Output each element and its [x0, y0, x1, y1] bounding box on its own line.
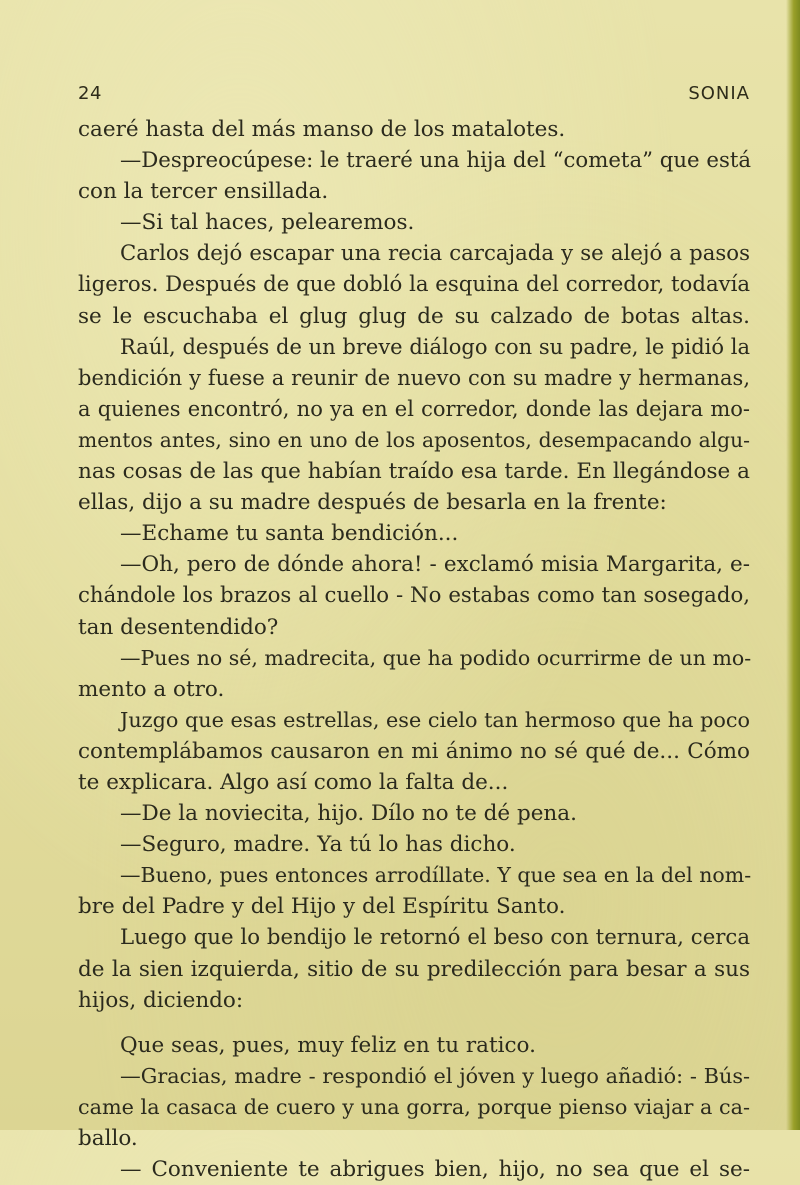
text-line: caeré hasta del más manso de los matalotes. — [78, 117, 566, 142]
page-number: 24 — [78, 83, 102, 104]
text-line: te explicara. Algo así como la falta de... — [78, 769, 509, 795]
text-line: ligeros. Después de que dobló la esquina del corredor, todavía — [78, 272, 751, 298]
text-line: —Despreocúpese: le traeré una hija del “cometa” que está — [120, 148, 752, 174]
text-line: bendición y fuese a reunir de nuevo con su madre y hermanas, — [78, 365, 750, 390]
text-line: hijos, diciendo: — [78, 987, 244, 1013]
text-line: —Seguro, madre. Ya tú lo has dicho. — [120, 832, 516, 858]
text-line: — Conveniente te abrigues bien, hijo, no sea que el se- — [120, 1157, 750, 1183]
text-line: ellas, dijo a su madre después de besarla en la frente: — [78, 490, 667, 516]
text-line: bre del Padre y del Hijo y del Espíritu Santo. — [78, 894, 566, 920]
body-text — [78, 114, 750, 1185]
text-line: —Si tal haces, pelearemos. — [120, 210, 415, 236]
text-line: tan desentendido? — [78, 614, 279, 640]
text-line: —Gracias, madre - respondió el jóven y luego añadió: - Bús- — [120, 1063, 750, 1088]
text-line: nas cosas de las que habían traído esa tarde. En llegándose a — [78, 459, 750, 485]
text-line: contemplábamos causaron en mi ánimo no sé qué de... Cómo — [78, 738, 750, 764]
text-line: de la sien izquierda, sitio de su predilección para besar a sus — [78, 956, 750, 982]
text-line: Carlos dejó escapar una recia carcajada y se alejó a pasos — [120, 241, 750, 267]
page-edge-shadow — [786, 0, 800, 1130]
running-head — [78, 83, 750, 107]
text-line: se le escuchaba el glug glug de su calzado de botas altas. — [78, 303, 750, 329]
text-line: —Bueno, pues entonces arrodíllate. Y que sea en la del nom- — [120, 863, 752, 888]
text-line: Juzgo que esas estrellas, ese cielo tan hermoso que ha poco — [120, 707, 750, 732]
text-line: mentos antes, sino en uno de los aposentos, desempacando algu- — [78, 427, 750, 452]
text-line: a quienes encontró, no ya en el corredor, donde las dejara mo- — [78, 396, 750, 421]
text-line: chándole los brazos al cuello - No estabas como tan sosegado, — [78, 583, 750, 609]
text-line: Que seas, pues, muy feliz en tu ratico. — [120, 1032, 536, 1058]
text-line: ballo. — [78, 1126, 138, 1151]
text-line: Raúl, después de un breve diálogo con su padre, le pidió la — [120, 334, 750, 359]
text-line: —Pues no sé, madrecita, que ha podido ocurrirme de un mo- — [120, 645, 752, 670]
text-line: Luego que lo bendijo le retornó el beso con ternura, cerca — [120, 925, 750, 951]
text-line: —Echame tu santa bendición... — [120, 521, 459, 547]
book-page — [78, 0, 752, 1183]
book-title: SONIA — [688, 83, 750, 104]
text-line: mento a otro. — [78, 676, 225, 702]
text-line: came la casaca de cuero y una gorra, porque pienso viajar a ca- — [78, 1094, 750, 1119]
text-line: con la tercer ensillada. — [78, 179, 329, 205]
text-line: —De la noviecita, hijo. Dílo no te dé pena. — [120, 801, 577, 827]
text-line: —Oh, pero de dónde ahora! - exclamó misia Margarita, e- — [120, 552, 750, 578]
